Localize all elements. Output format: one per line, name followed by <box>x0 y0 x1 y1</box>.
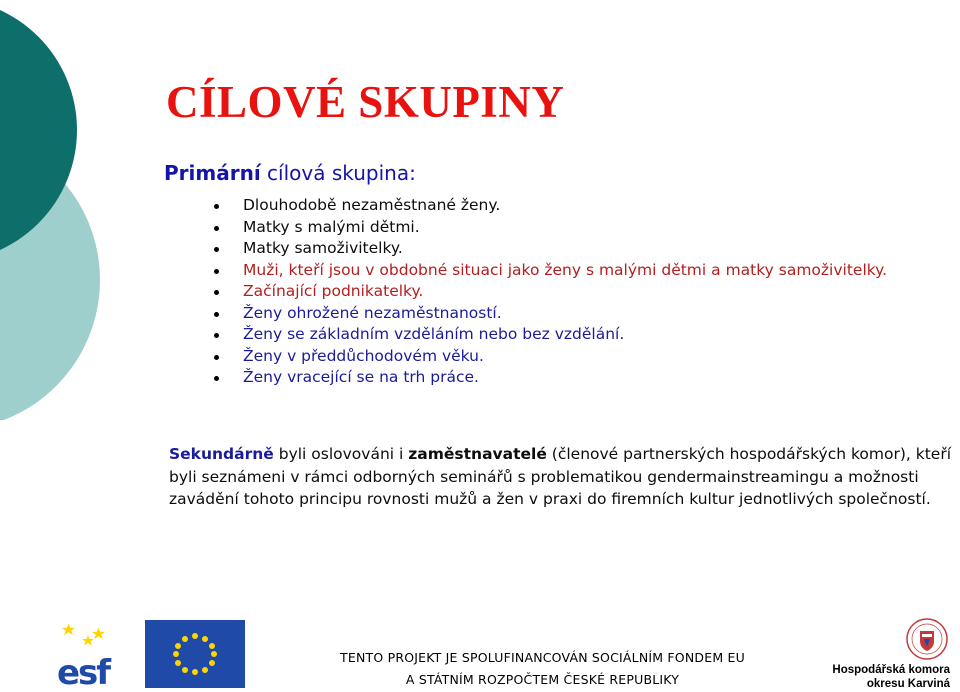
list-item: Muži, kteří jsou v obdobné situaci jako ženy s malými dětmi a matky samoživitelky. <box>214 260 887 282</box>
esf-logo <box>55 620 137 688</box>
list-item: Ženy v předdůchodovém věku. <box>214 346 887 368</box>
svg-text:esf: esf <box>57 653 110 688</box>
secondary-group-paragraph <box>169 443 954 511</box>
footer-cofinancing-line2: A STÁTNÍM ROZPOČTEM ČESKÉ REPUBLIKY <box>405 672 680 687</box>
chamber-emblem-icon <box>905 617 949 661</box>
chamber-name-line1: Hospodářská komora <box>832 664 950 676</box>
secondary-lead: Sekundárně <box>169 445 274 463</box>
list-item: Začínající podnikatelky. <box>214 281 887 303</box>
list-item: Dlouhodobě nezaměstnané ženy. <box>214 195 887 217</box>
primary-heading-strong: Primární <box>164 161 261 185</box>
list-item: Matky s malými dětmi. <box>214 217 887 239</box>
decorative-circles <box>0 0 140 420</box>
primary-heading-rest: cílová skupina: <box>260 161 416 185</box>
secondary-text-2: (členové partnerských hospodářských komor), kteří byli seznámeni v rámci odborných seminářů s problematikou gendermainstreamingu a možnosti zavádění tohoto principu rovnosti mužů a žen v praxi do firemních kultur jednotlivých společností. <box>169 445 951 508</box>
list-item: Ženy vracející se na trh práce. <box>214 367 887 389</box>
eu-flag-logo <box>145 620 245 688</box>
list-item: Ženy se základním vzděláním nebo bez vzdělání. <box>214 324 887 346</box>
chamber-name-line2: okresu Karviná <box>866 678 950 690</box>
list-item: Ženy ohrožené nezaměstnaností. <box>214 303 887 325</box>
secondary-emphasis: zaměstnavatelé <box>408 445 547 463</box>
list-item: Matky samoživitelky. <box>214 238 887 260</box>
primary-group-list <box>214 195 887 389</box>
primary-group-heading <box>164 161 416 185</box>
footer-cofinancing-line1: TENTO PROJEKT JE SPOLUFINANCOVÁN SOCIÁLNÍM FONDEM EU <box>340 650 745 665</box>
chamber-name <box>832 663 950 691</box>
secondary-text-1: byli oslovováni i <box>273 445 409 463</box>
page-title: CÍLOVÉ SKUPINY <box>166 77 565 127</box>
esf-eu-logos <box>55 620 255 688</box>
